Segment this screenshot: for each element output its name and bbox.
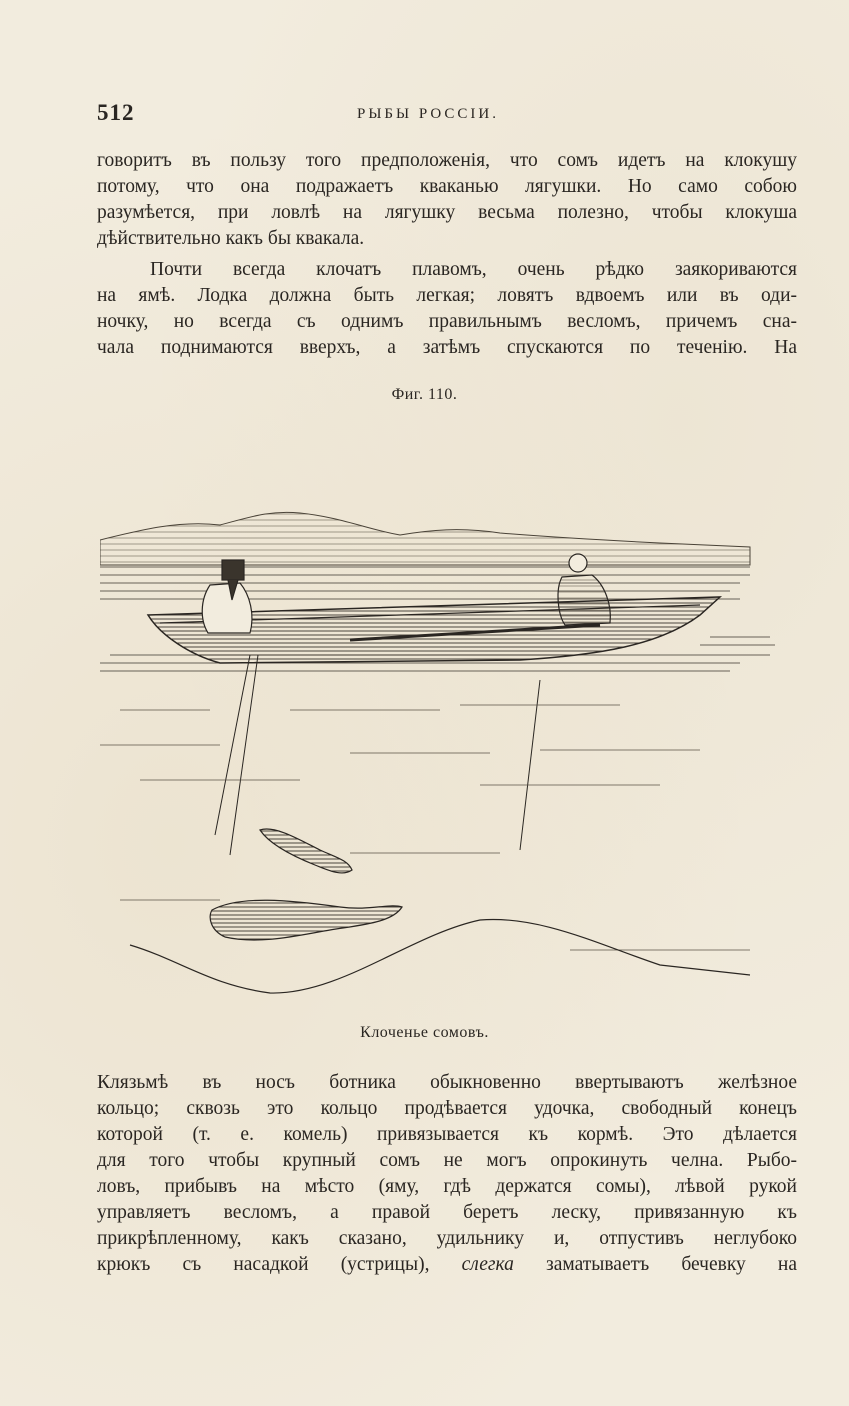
paragraph-1 — [97, 148, 797, 252]
text-line: которой (т. е. комель) привязывается къ кормѣ. Это дѣлается — [97, 1124, 797, 1145]
catfish-large — [210, 900, 402, 940]
fisherman-left — [202, 560, 252, 633]
figure-caption: Клоченье сомовъ. — [360, 1024, 489, 1041]
paragraph-3 — [97, 1070, 797, 1278]
catfish-small — [260, 829, 352, 873]
text-line: разумѣется, при ловлѣ на лягушку весьма полезно, чтобы клокуша — [97, 202, 797, 223]
text-segment: крюкъ съ насадкой (устрицы), — [97, 1254, 430, 1275]
text-line: прикрѣпленному, какъ сказано, удильнику и, отпустивъ неглубоко — [97, 1228, 797, 1249]
text-line: Клязьмѣ въ носъ ботника обыкновенно ввертываютъ желѣзное — [97, 1072, 797, 1093]
figure-label: Фиг. 110. — [391, 386, 458, 403]
text-segment: заматываетъ бечевку на — [546, 1254, 797, 1275]
text-line: Почти всегда клочатъ плавомъ, очень рѣдко заякориваются — [150, 259, 797, 280]
text-line: потому, что она подражаетъ кваканью лягушки. Но само собою — [97, 176, 797, 197]
page-number: 512 — [97, 100, 135, 125]
text-line: кольцо; сквозь это кольцо продѣвается удочка, свободный конецъ — [97, 1098, 797, 1119]
underwater-hatching — [100, 705, 750, 950]
engraving-illustration — [100, 505, 780, 1000]
text-line: говоритъ въ пользу того предположенія, что сомъ идетъ на клокушу — [97, 150, 797, 171]
text-line: ночку, но всегда съ однимъ правильнымъ весломъ, причемъ сна- — [97, 311, 797, 332]
text-line-final — [97, 1252, 797, 1278]
text-line: управляетъ весломъ, а правой беретъ леску, привязанную къ — [97, 1202, 797, 1223]
hills — [100, 512, 750, 565]
paragraph-2 — [97, 257, 797, 361]
text-line: ловъ, прибывъ на мѣсто (яму, гдѣ держатся сомы), лѣвой рукой — [97, 1176, 797, 1197]
page-header — [97, 100, 795, 130]
text-line: на ямѣ. Лодка должна быть легкая; ловятъ вдвоемъ или въ оди- — [97, 285, 797, 306]
text-line: дѣйствительно какъ бы квакала. — [97, 228, 365, 249]
text-line: чала поднимаются вверхъ, а затѣмъ спускаются по теченію. На — [97, 337, 797, 358]
text-line: для того чтобы крупный сомъ не могъ опрокинуть челна. Рыбо- — [97, 1150, 797, 1171]
italic-word: слегка — [461, 1254, 514, 1275]
running-title: РЫБЫ РОССІИ. — [357, 106, 499, 122]
fishing-lines — [215, 655, 540, 855]
